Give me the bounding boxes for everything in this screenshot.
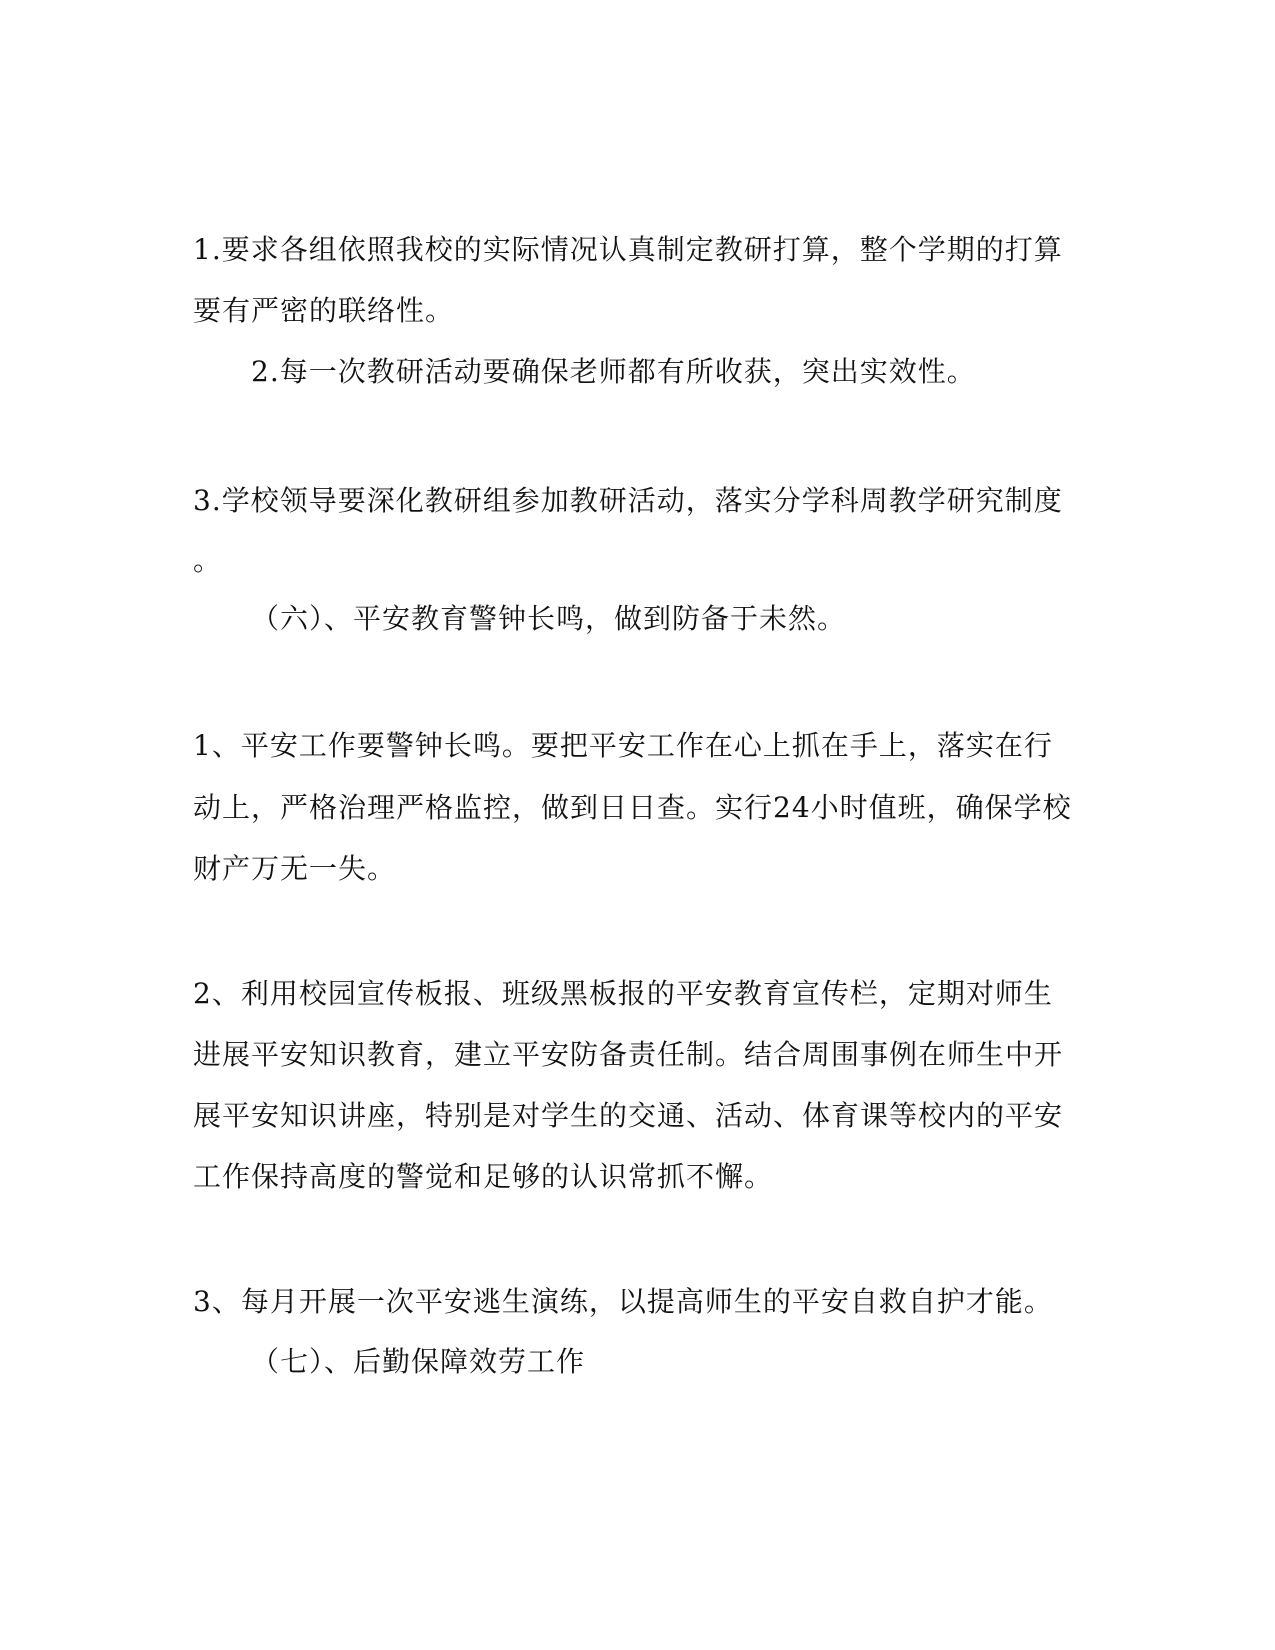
text-line-12: 展平安知识讲座，特别是对学生的交通、活动、体育课等校内的平安 [193,1099,1064,1132]
text-line-3: 2.每一次教研活动要确保老师都有所收获，突出实效性。 [251,355,976,388]
text-line-11: 进展平安知识教育，建立平安防备责任制。结合周围事例在师生中开 [193,1038,1064,1071]
text-line-13: 工作保持高度的警觉和足够的认识常抓不懈。 [193,1160,774,1193]
text-line-5: 。 [193,544,223,577]
text-line-8: 动上，严格治理严格监控，做到日日查。实行24小时值班，确保学校 [193,791,1072,824]
text-line-2: 要有严密的联络性。 [193,294,455,327]
text-line-10: 2、利用校园宣传板报、班级黑板报的平安教育宣传栏，定期对师生 [193,977,1053,1010]
text-line-1: 1.要求各组依照我校的实际情况认真制定教研打算，整个学期的打算 [193,233,1063,266]
text-line-9: 财产万无一失。 [193,852,397,885]
section-heading-7: （七）、后勤保障效劳工作 [251,1345,586,1378]
text-line-14: 3、每月开展一次平安逃生演练，以提高师生的平安自救自护才能。 [193,1285,1053,1318]
section-heading-6: （六）、平安教育警钟长鸣，做到防备于未然。 [251,602,847,635]
text-line-4: 3.学校领导要深化教研组参加教研活动，落实分学科周教学研究制度 [193,484,1063,517]
text-line-7: 1、平安工作要警钟长鸣。要把平安工作在心上抓在手上，落实在行 [193,729,1053,762]
